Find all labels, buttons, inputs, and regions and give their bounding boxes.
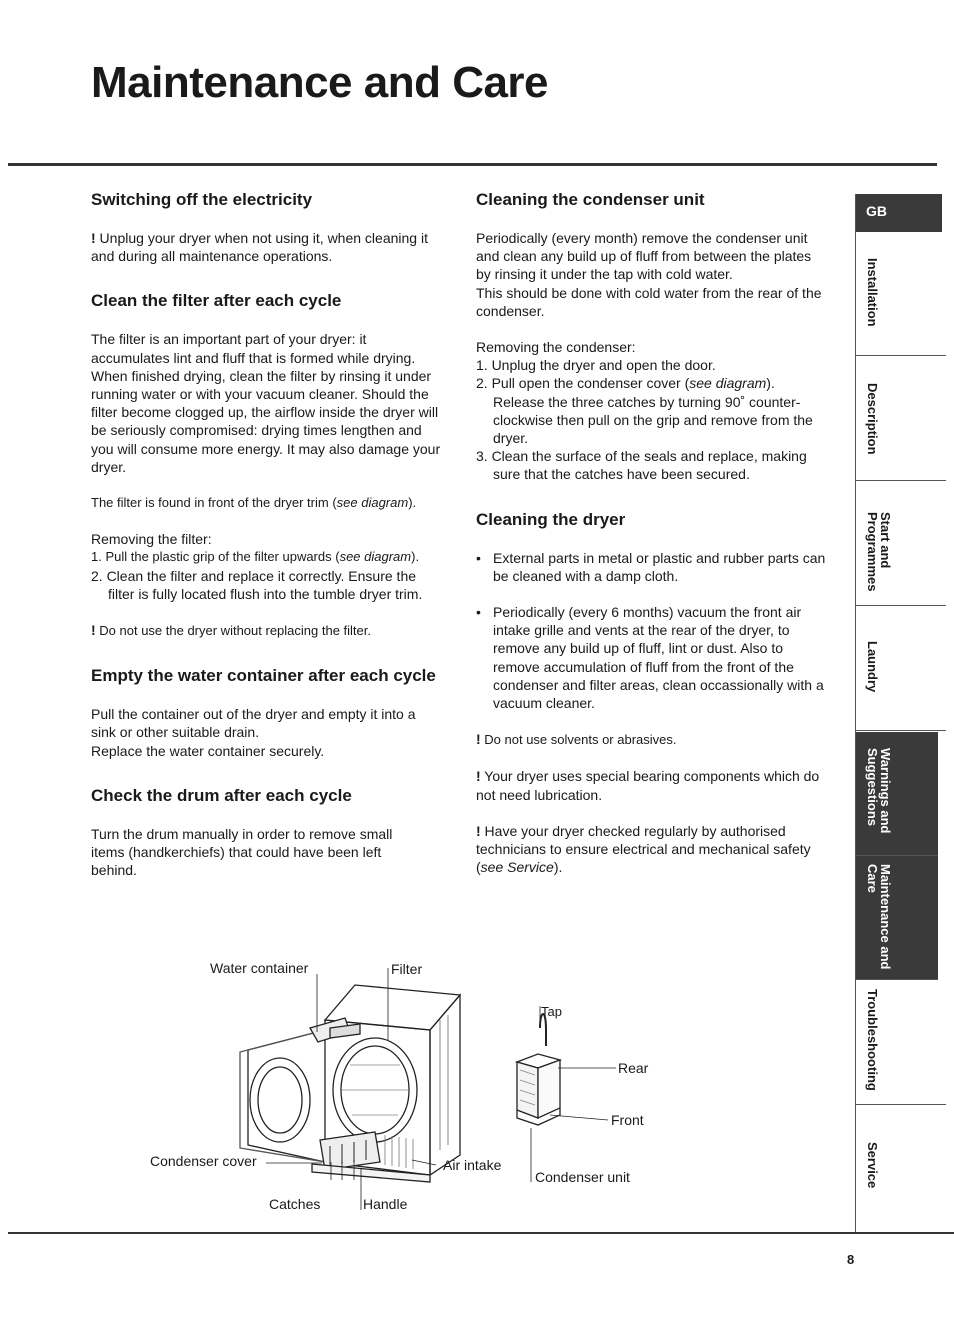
list-item: • Periodically (every 6 months) vacuum the front air intake grille and vents at the rear of the dryer, to remove any build up of fluff, lint or dust. Also to remove accumulation of fluff from the front of the condenser and filter areas, clean occassionally with a vacuum cleaner. [476,603,826,712]
paragraph [91,494,443,512]
tab-label: Description [865,383,880,455]
paragraph [91,621,443,640]
paragraph: Pull the container out of the dryer and empty it into a sink or other suitable drain. [91,706,416,741]
tab-label: Warnings and Suggestions [865,748,893,834]
section-heading: Cleaning the condenser unit [476,190,705,209]
section-sidebar [855,194,946,1234]
label-condenser-cover: Condenser cover [150,1153,257,1169]
page-number: 8 [847,1252,855,1267]
label-handle: Handle [363,1196,408,1212]
diagram-reference: see diagram [339,549,412,565]
tab-warnings-and-suggestions[interactable] [856,732,938,856]
label-rear: Rear [618,1060,649,1076]
paragraph: Turn the drum manually in order to remove small items (handkerchiefs) that could have been left behind. [91,825,393,879]
section-heading: Check the drum after each cycle [91,785,352,805]
section-clean-filter [91,291,443,640]
service-reference: see Service [480,859,554,876]
paragraph: The filter is an important part of your dryer: it accumulates lint and fluff that is formed while drying. When finished drying, clean the filter by rinsing it under running water or with your vacuum cleaner. Should the filter become clogged up, the airflow inside the dryer will be seriously compromised: drying times lengthen and you will consume more energy. It may also damage your dryer. [91,331,441,475]
section-cleaning-dryer [476,510,826,877]
text: ). [553,859,563,876]
text: 1. Pull the plastic grip of the filter upwards ( [91,549,340,565]
right-column [476,190,826,894]
bottom-rule [8,1232,954,1234]
section-cleaning-condenser [476,190,826,484]
text: ). Release the three catches by turning 90˚ counter-clockwise then pull on the grip and remove from the dryer. [493,375,813,447]
list-item [91,548,443,566]
tab-maintenance-and-care[interactable] [856,856,938,980]
tab-label: Service [865,1142,880,1189]
tab-laundry[interactable] [856,607,946,731]
warning-mark: ! [91,622,96,639]
language-tab[interactable]: GB [856,194,942,232]
paragraph [476,767,826,803]
tab-troubleshooting[interactable] [856,981,946,1105]
section-heading: Empty the water container after each cycle [91,666,436,686]
paragraph [476,730,826,749]
removing-filter-steps [91,530,443,603]
warning-text: Your dryer uses special bearing components which do not need lubrication. [476,768,820,803]
text: ). [408,495,417,511]
diagram-reference: see diagram [689,375,767,392]
section-heading: Cleaning the dryer [476,509,626,529]
list-item: 1. Unplug the dryer and open the door. [476,357,716,374]
section-empty-water-container [91,666,443,760]
tab-label: Maintenance and Care [865,864,893,970]
tab-start-and-programmes[interactable] [856,482,946,606]
tab-label: Start and Programmes [865,512,893,592]
paragraph: Replace the water container securely. [91,742,325,759]
section-heading: Clean the filter after each cycle [91,291,342,311]
tab-service[interactable] [856,1106,946,1230]
warning-text: Do not use solvents or abrasives. [480,732,677,748]
label-condenser-unit: Condenser unit [535,1169,630,1185]
paragraph: This should be done with cold water from the rear of the condenser. [476,284,822,319]
label-front: Front [611,1112,644,1128]
steps-intro: Removing the filter: [91,531,212,548]
list-item [476,374,826,447]
tab-installation[interactable] [856,232,946,356]
section-switching-off [91,190,443,265]
tab-description[interactable] [856,357,946,481]
list-item: 3. Clean the surface of the seals and replace, making sure that the catches have been secured. [476,448,807,483]
warning-mark: ! [476,768,481,785]
section-check-drum [91,786,443,880]
paragraph [91,229,443,265]
label-tap: Tap [541,1004,562,1019]
label-filter: Filter [391,961,423,977]
left-column [91,190,443,897]
tab-label: Laundry [865,641,880,693]
page-title: Maintenance and Care [91,58,549,107]
top-rule [8,163,937,166]
section-heading: Switching off the electricity [91,190,313,209]
paragraph: Periodically (every month) remove the condenser unit and clean any build up of fluff from between the plates by rinsing it under the tap with cold water. [476,230,812,283]
list-item: • External parts in metal or plastic and rubber parts can be cleaned with a damp cloth. [476,549,826,585]
tab-label: Troubleshooting [865,989,880,1091]
tab-label: Installation [865,258,880,327]
warning-mark: ! [476,822,481,839]
text: 2. Pull open the condenser cover ( [476,375,690,392]
list-item: 2. Clean the filter and replace it correctly. Ensure the filter is fully located flush into the tumble dryer trim. [91,567,423,602]
diagram-reference: see diagram [336,495,409,511]
text: ). [411,549,420,565]
warning-mark: ! [476,731,481,748]
warning-text: Have your dryer checked regularly by authorised technicians to ensure electrical and mechanical safety ( [476,822,811,876]
steps-intro: Removing the condenser: [476,339,636,356]
dryer-diagram [130,950,650,1220]
warning-text: Unplug your dryer when not using it, when cleaning it and during all maintenance operations. [91,230,428,265]
paragraph [476,822,826,877]
warning-text: Do not use the dryer without replacing the filter. [95,623,371,639]
warning-mark: ! [91,230,96,246]
label-water-container: Water container [210,960,309,976]
label-air-intake: Air intake [443,1157,502,1173]
label-catches: Catches [269,1196,321,1212]
text: The filter is found in front of the dryer trim ( [91,495,337,511]
